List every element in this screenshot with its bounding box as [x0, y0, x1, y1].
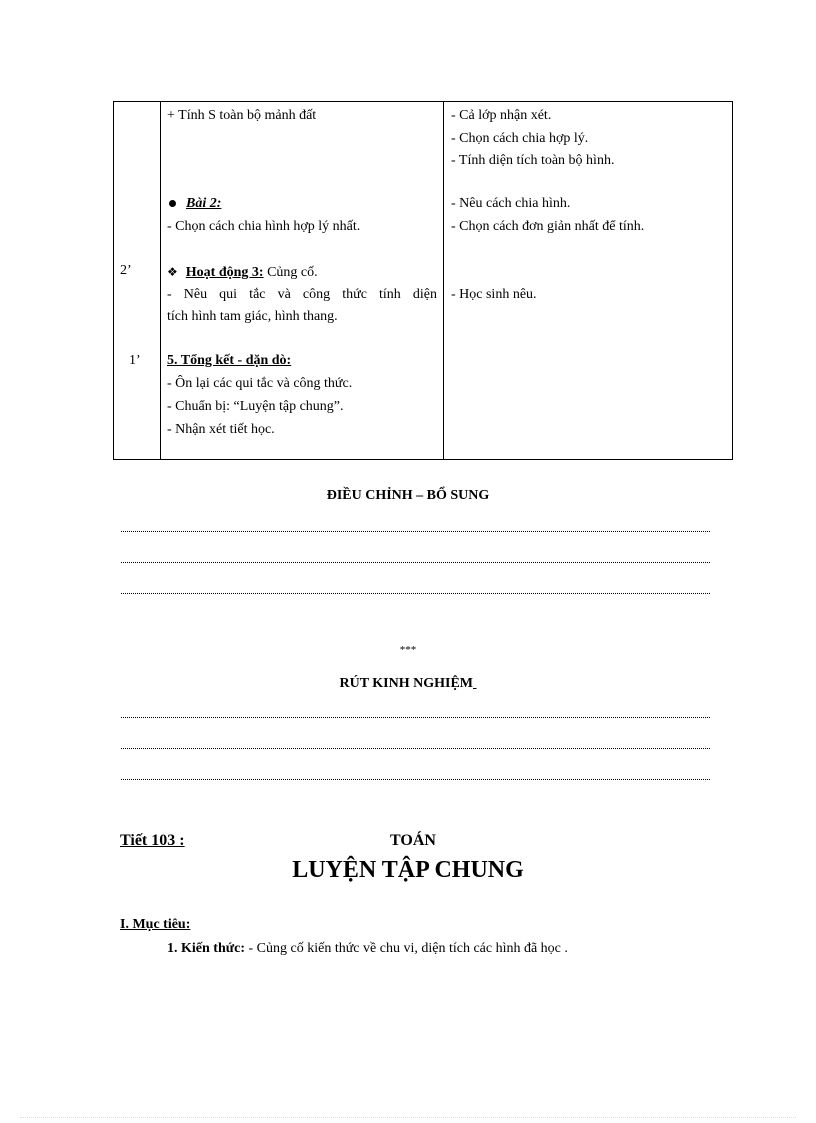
student-activity-2: - Chọn cách chia hợp lý.: [451, 131, 589, 146]
dotted-line: [121, 775, 710, 780]
dotted-line: [121, 527, 710, 532]
lesson-period: Tiết 103 :: [120, 832, 185, 849]
student-activity-6: - Học sinh nêu.: [451, 287, 537, 302]
exercise-2-task: - Chọn cách chia hình hợp lý nhất.: [167, 219, 361, 234]
activity-3-line-1: - Nêu qui tắc và công thức tính diện: [167, 287, 437, 302]
column-divider-right: [443, 101, 444, 460]
lesson-subject: TOÁN: [390, 832, 436, 849]
activity-3-heading: [167, 263, 318, 282]
student-activity-4: - Nêu cách chia hình.: [451, 196, 571, 211]
summary-line-2: - Chuẩn bị: “Luyện tập chung”.: [167, 399, 344, 414]
time-cell-1: 1’: [129, 353, 141, 368]
task-total-area: + Tính S toàn bộ mảnh đất: [167, 108, 317, 123]
objective-knowledge: [167, 940, 568, 958]
adjustment-title: ĐIỀU CHỈNH – BỔ SUNG: [326, 488, 490, 503]
page-bottom-border: [20, 1117, 796, 1118]
activity-3-line-2: tích hình tam giác, hình thang.: [167, 309, 338, 324]
experience-title: [0, 676, 816, 692]
student-activity-1: - Cả lớp nhận xét.: [451, 108, 552, 123]
student-activity-5: - Chọn cách đơn giản nhất để tính.: [451, 219, 645, 234]
objective-knowledge-text: - Củng cố kiến thức về chu vi, diện tích các hình đã học .: [245, 941, 568, 956]
activity-3-label: Hoạt động 3:: [185, 265, 264, 280]
exercise-2-heading: [167, 195, 221, 213]
exercise-2-label: Bài 2:: [186, 196, 222, 211]
summary-heading: 5. Tổng kết - dặn dò:: [167, 353, 292, 368]
bullet-icon: [169, 200, 176, 207]
column-divider-left: [160, 101, 161, 460]
objectives-heading: I. Mục tiêu:: [120, 917, 191, 932]
student-activity-3: - Tính diện tích toàn bộ hình.: [451, 153, 615, 168]
dotted-line: [121, 589, 710, 594]
dotted-line: [121, 558, 710, 563]
summary-line-3: - Nhận xét tiết học.: [167, 422, 275, 437]
summary-line-1: - Ôn lại các qui tắc và công thức.: [167, 376, 353, 391]
lesson-title: LUYỆN TẬP CHUNG: [292, 857, 524, 883]
experience-title-text: RÚT KINH NGHIỆM: [339, 676, 474, 691]
dotted-line: [121, 713, 710, 718]
objective-knowledge-label: 1. Kiến thức:: [167, 941, 246, 956]
time-cell-2: 2’: [120, 263, 132, 278]
activity-3-text: Củng cố.: [263, 265, 318, 280]
diamond-bullet-icon: ❖: [167, 265, 178, 279]
section-separator-stars: ***: [399, 644, 417, 656]
dotted-line: [121, 744, 710, 749]
